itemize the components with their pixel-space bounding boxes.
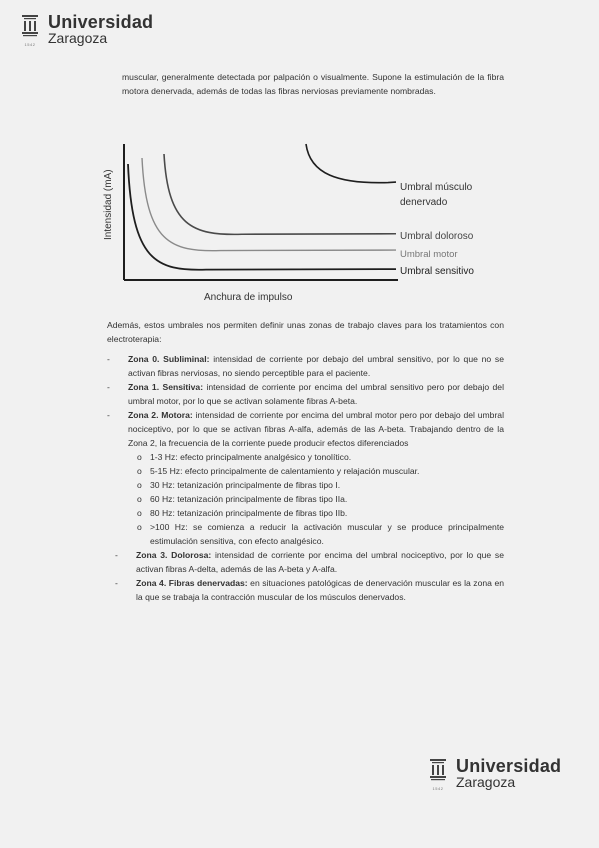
logo-year: 1542 (24, 42, 36, 47)
university-emblem-icon (428, 758, 448, 791)
zone-title: Zona 3. Dolorosa: (136, 550, 212, 560)
label-doloroso: Umbral doloroso (400, 231, 474, 242)
zone-text: intensidad de corriente por encima del umbral motor pero por debajo del umbral nociceptivo, por lo que se activan fibras A-alfa, además de las A-beta. Trabajando dentro de la Zona 2, la frecuencia de la corriente puede producir efectos diferenciados (128, 410, 504, 448)
series-line-denervado (306, 144, 396, 183)
zone-text: intensidad de corriente por encima del umbral sensitivo pero por debajo del umbral motor, por lo que se activan solamente fibras A-beta. (128, 382, 504, 406)
series-line-doloroso (164, 154, 396, 234)
logo-city: Zaragoza (48, 30, 108, 46)
university-emblem-icon (20, 14, 40, 47)
logo-year: 1542 (432, 786, 444, 791)
list-item-zone-2: - Zona 2. Motora: intensidad de corriente por encima del umbral motor pero por debajo del umbral nociceptivo, por lo que se activan fibras A-alfa, además de las A-beta. Trabajando dentro de la Zona 2, la frecuencia de la corriente puede producir efectos diferenciados (107, 410, 504, 448)
logo-city: Zaragoza (456, 774, 516, 790)
zones-intro-paragraph: Además, estos umbrales nos permiten definir unas zonas de trabajo claves para los tratamientos con electroterapia: (107, 320, 504, 344)
label-denervado-line2: denervado (400, 197, 448, 208)
label-motor: Umbral motor (400, 249, 458, 260)
list-item-zone-3: - Zona 3. Dolorosa: intensidad de corriente por encima del umbral nociceptivo, por lo que se activan fibras A-delta, además de las A-beta y A-alfa. (115, 550, 505, 574)
zones-list (107, 352, 504, 604)
list-item-frequency: o 80 Hz: tetanización principalmente de fibras tipo IIb. (137, 508, 348, 518)
zone-text: en situaciones patológicas de denervación muscular es la zona en la que se trabaja la contracción muscular de los músculos denervados. (136, 578, 505, 602)
zone-text: intensidad de corriente por debajo del umbral sensitivo, por lo que no se activan fibras nerviosas, no siendo perceptible para el paciente. (128, 354, 504, 378)
x-axis-label: Anchura de impulso (204, 292, 293, 303)
list-item-frequency: o 30 Hz: tetanización principalmente de fibras tipo I. (137, 480, 341, 490)
zone-text: intensidad de corriente por encima del umbral nociceptivo, por lo que se activan fibras A-delta, además de las A-beta y A-alfa. (136, 550, 505, 574)
list-item-zone-0: - Zona 0. Subliminal: intensidad de corriente por debajo del umbral sensitivo, por lo que no se activan fibras nerviosas, no siendo perceptible para el paciente. (107, 354, 504, 378)
university-logo-header (20, 14, 153, 47)
logo-university: Universidad (48, 12, 154, 32)
threshold-chart (98, 136, 508, 306)
list-item-zone-4: - Zona 4. Fibras denervadas: en situaciones patológicas de denervación muscular es la zona en la que se trabaja la contracción muscular de los músculos denervados. (115, 578, 505, 602)
university-logo-footer (428, 758, 561, 791)
label-sensitivo: Umbral sensitivo (400, 266, 474, 277)
zone-title: Zona 4. Fibras denervadas: (136, 578, 248, 588)
label-denervado-line1: Umbral músculo (400, 182, 473, 193)
intro-paragraph: muscular, generalmente detectada por palpación o visualmente. Supone la estimulación de la fibra motora denervada, además de todas las fibras nerviosas previamente nombradas. (122, 72, 504, 96)
list-item-frequency: o >100 Hz: se comienza a reducir la activación muscular y se produce principalmente estimulación sensitiva, con efecto analgésico. (137, 522, 504, 546)
zone-title: Zona 0. Subliminal: (128, 354, 210, 364)
zone-title: Zona 2. Motora: (128, 410, 193, 420)
frequency-list (107, 450, 504, 548)
list-item-zone-1: - Zona 1. Sensitiva: intensidad de corriente por encima del umbral sensitivo pero por debajo del umbral motor, por lo que se activan solamente fibras A-beta. (107, 382, 504, 406)
series-line-motor (142, 158, 396, 251)
list-item-frequency: o 60 Hz: tetanización principalmente de fibras tipo IIa. (137, 494, 348, 504)
logo-university: Universidad (456, 756, 562, 776)
list-item-frequency: o 5-15 Hz: efecto principalmente de calentamiento y relajación muscular. (137, 466, 420, 476)
series-line-sensitivo (128, 164, 396, 270)
y-axis-label: Intensidad (mA) (103, 169, 114, 240)
list-item-frequency: o 1-3 Hz: efecto principalmente analgésico y tonolítico. (137, 452, 352, 462)
zone-title: Zona 1. Sensitiva: (128, 382, 204, 392)
